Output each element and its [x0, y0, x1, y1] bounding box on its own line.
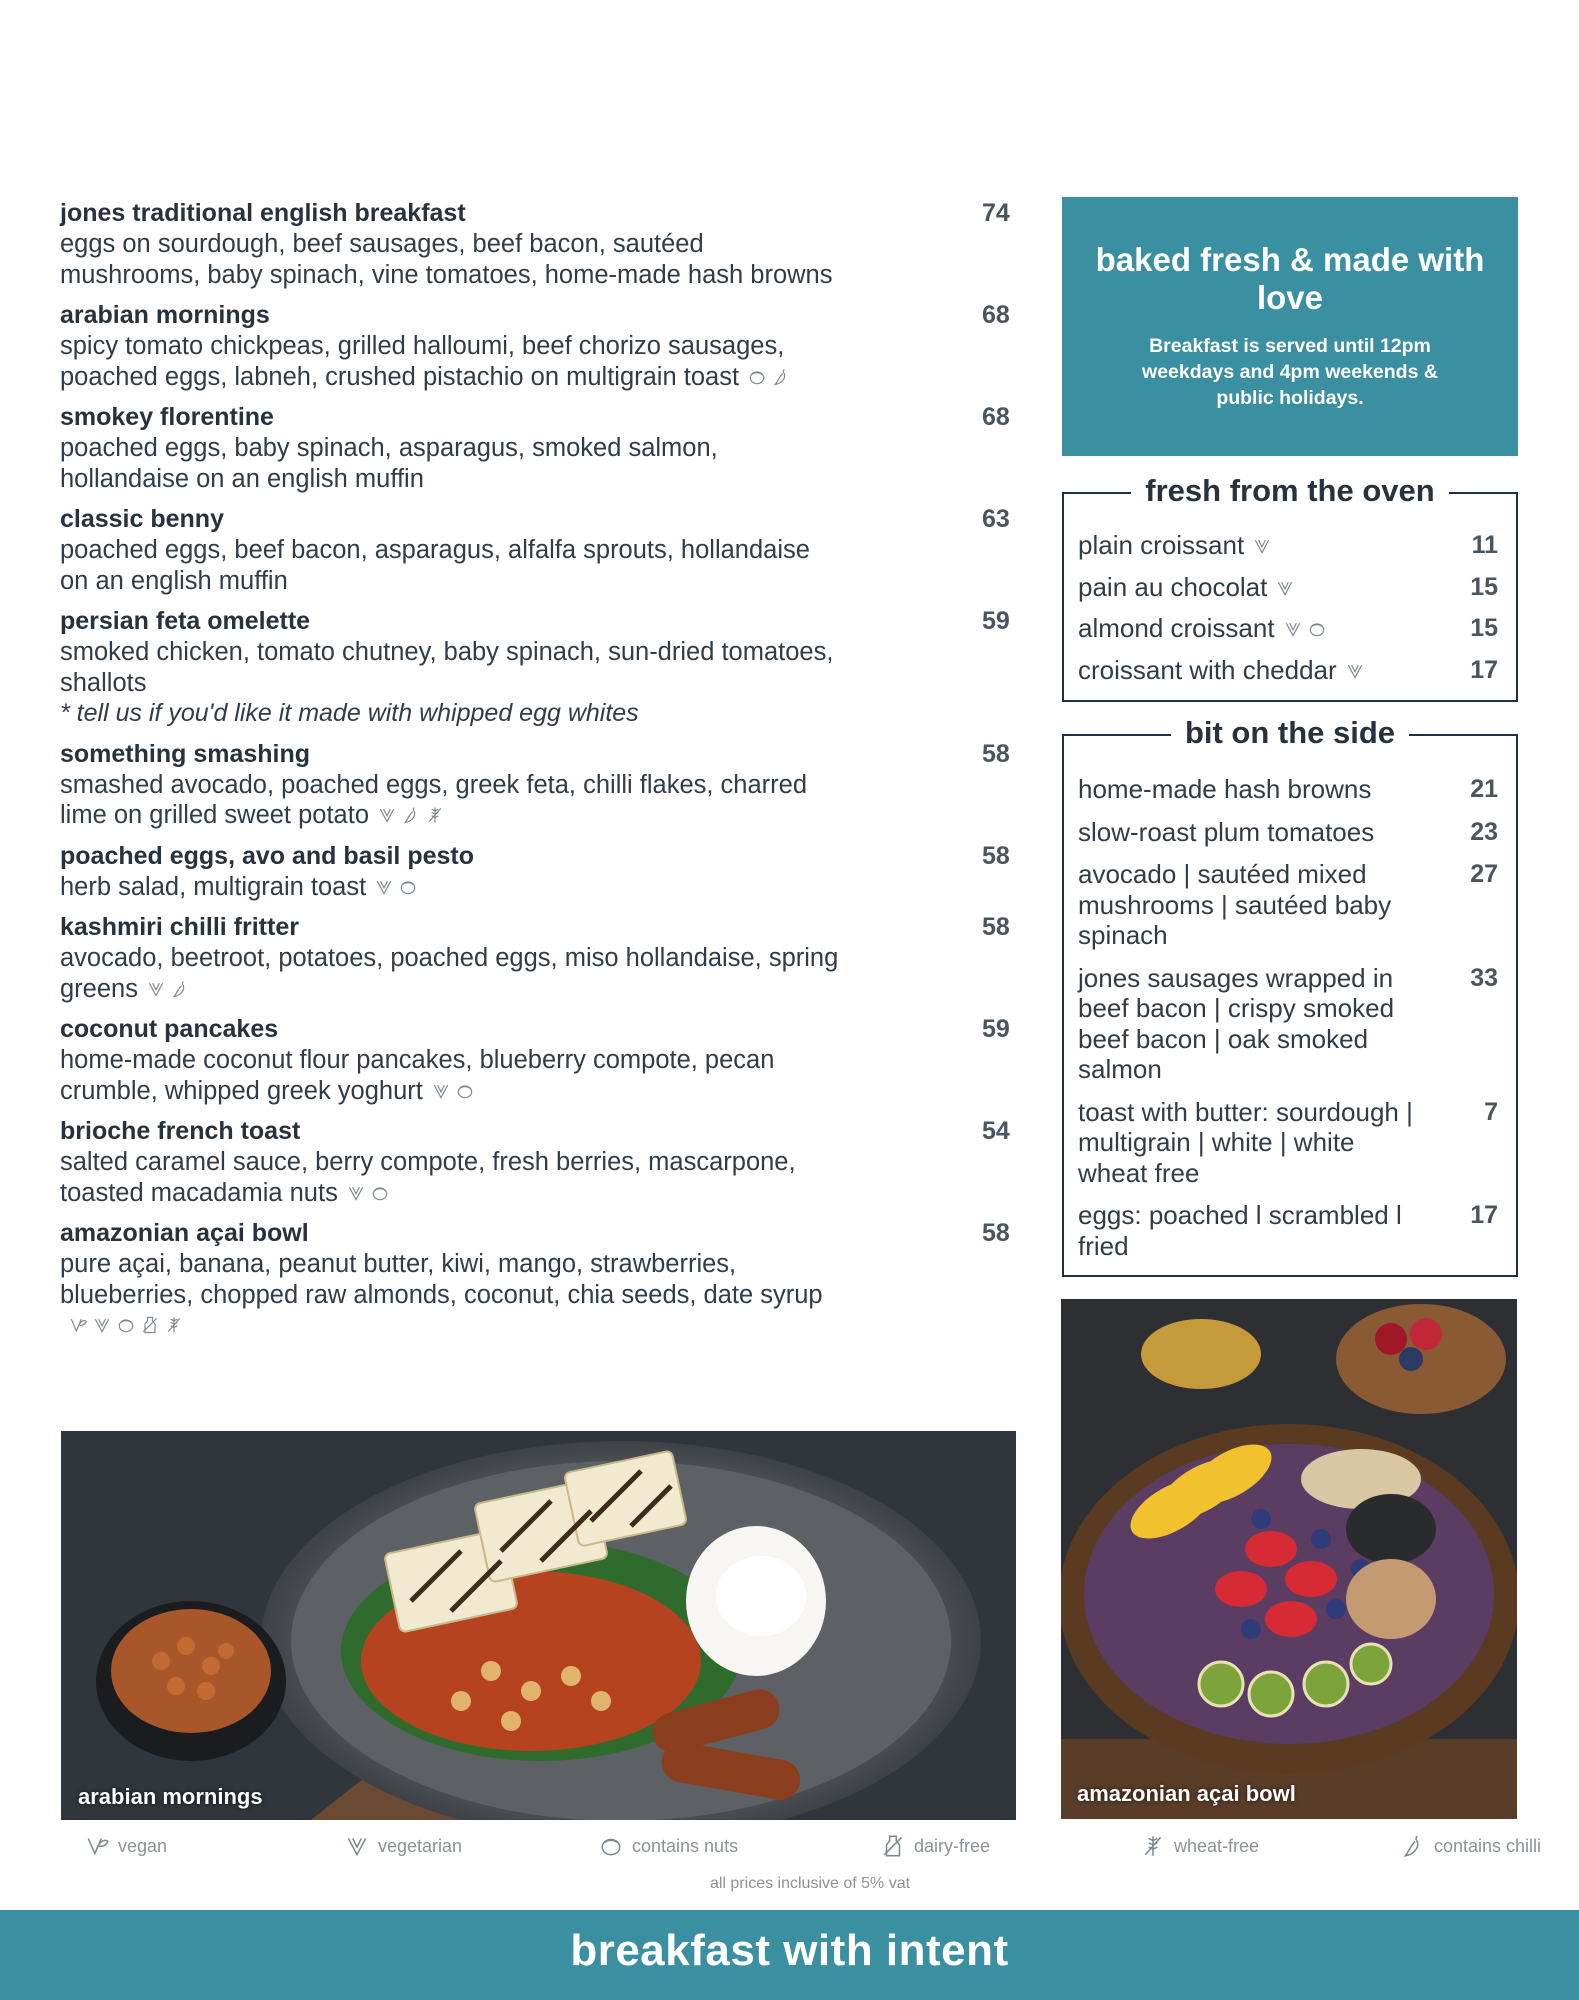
- menu-item-description-text: herb salad, multigrain toast: [60, 872, 367, 901]
- side-item: [1064, 817, 1516, 848]
- menu-item-price: 54: [982, 1117, 1010, 1145]
- vegetarian-icon: [344, 1830, 370, 1862]
- oven-item-price: 11: [1471, 531, 1498, 559]
- menu-item: [60, 504, 1020, 596]
- vegetarian-icon: [1252, 535, 1272, 557]
- side-list: [1064, 774, 1516, 1273]
- nuts-icon: [598, 1830, 624, 1862]
- dairy-free-icon: [880, 1830, 906, 1862]
- menu-item: [60, 912, 1020, 1004]
- side-item-label: [1078, 774, 1428, 805]
- left-photo-caption: arabian mornings: [78, 1784, 263, 1809]
- menu-item-description: [60, 229, 840, 290]
- menu-item-price: 58: [982, 739, 1010, 768]
- nuts-icon: [116, 1314, 136, 1336]
- menu-item-description-text: spicy tomato chickpeas, grilled halloumi, beef chorizo sausages, poached eggs, labneh, crushed pistachio on multigrain toast: [60, 332, 785, 391]
- menu-item-price: 58: [982, 841, 1010, 870]
- oven-section: [1062, 473, 1518, 702]
- vegetarian-icon: [146, 978, 166, 1000]
- promo-box: [1062, 197, 1518, 456]
- oven-item-price: 17: [1470, 655, 1498, 684]
- breakfast-menu: [60, 198, 1020, 1351]
- menu-item-price: 68: [982, 403, 1010, 431]
- side-item-price: 27: [1470, 860, 1498, 888]
- oven-item-price: 15: [1470, 614, 1498, 642]
- oven-item: [1064, 530, 1516, 572]
- menu-item-name: kashmiri chilli fritter: [60, 913, 299, 941]
- wheat-free-icon: [1140, 1830, 1166, 1862]
- dietary-icons: [431, 1080, 475, 1102]
- side-item-text: home-made hash browns: [1078, 774, 1372, 804]
- dietary-icons: [374, 876, 418, 898]
- legend-item: [880, 1830, 990, 1862]
- side-item: [1064, 963, 1516, 1085]
- menu-item-description: [60, 637, 840, 698]
- menu-item-name: jones traditional english breakfast: [60, 199, 466, 227]
- dietary-icons: [377, 804, 445, 826]
- menu-item-description-text: avocado, beetroot, potatoes, poached eggs, miso hollandaise, spring greens: [60, 944, 839, 1003]
- vegetarian-icon: [374, 876, 394, 898]
- dietary-icons: [146, 978, 190, 1000]
- oven-item: [1064, 613, 1516, 655]
- oven-item-label: [1078, 613, 1428, 644]
- legend-item: [1400, 1830, 1541, 1862]
- menu-item-description: [60, 1147, 840, 1208]
- vat-note: all prices inclusive of 5% vat: [709, 1875, 911, 1892]
- chilli-icon: [401, 804, 421, 826]
- menu-item-name: coconut pancakes: [60, 1015, 279, 1043]
- oven-item-text: plain croissant: [1078, 530, 1245, 560]
- legend-label: vegan: [118, 1835, 168, 1856]
- menu-item-name: persian feta omelette: [60, 607, 311, 635]
- oven-item-label: [1078, 572, 1428, 603]
- side-item-label: [1078, 859, 1428, 951]
- menu-item-name: something smashing: [60, 739, 311, 768]
- chilli-icon: [1400, 1830, 1426, 1862]
- side-item-text: slow-roast plum tomatoes: [1078, 816, 1375, 847]
- menu-item: [60, 1014, 1020, 1106]
- right-photo-caption: amazonian açai bowl: [1077, 1781, 1296, 1806]
- vegan-icon: [68, 1314, 88, 1336]
- legend-item: [344, 1830, 462, 1862]
- oven-item-label: [1078, 530, 1428, 561]
- promo-text: Breakfast is served until 12pm weekdays and 4pm weekends & public holidays.: [1142, 335, 1438, 409]
- menu-item-name: amazonian açai bowl: [60, 1219, 309, 1247]
- side-item-label: [1078, 1097, 1428, 1189]
- legend-item: [598, 1830, 738, 1862]
- menu-item-description-text: eggs on sourdough, beef sausages, beef bacon, sautéed mushrooms, baby spinach, vine tomatoes, home-made hash browns: [60, 230, 833, 289]
- nuts-icon: [370, 1182, 390, 1204]
- oven-title: fresh from the oven: [1131, 473, 1448, 508]
- vegetarian-icon: [1345, 660, 1365, 682]
- menu-item: [60, 1218, 1020, 1341]
- side-item: [1064, 1097, 1516, 1189]
- side-item: [1064, 1200, 1516, 1261]
- vegetarian-icon: [377, 804, 397, 826]
- side-item-text: avocado | sautéed mixed mushrooms | sautéed baby spinach: [1078, 859, 1392, 950]
- oven-item-text: pain au chocolat: [1078, 571, 1268, 602]
- menu-item: [60, 841, 1020, 903]
- menu-item-description-text: smoked chicken, tomato chutney, baby spinach, sun-dried tomatoes, shallots: [60, 638, 834, 697]
- menu-item-description: [60, 770, 840, 831]
- menu-item-description: [60, 1045, 840, 1106]
- menu-item: [60, 739, 1020, 831]
- menu-item-description-text: smashed avocado, poached eggs, greek feta, chilli flakes, charred lime on grilled sweet potato: [60, 770, 808, 829]
- footer-title: breakfast with intent: [570, 1926, 1009, 1975]
- side-item-price: 21: [1470, 775, 1498, 803]
- wheat-free-icon: [425, 804, 445, 826]
- menu-item-price: 58: [982, 913, 1010, 941]
- menu-item: [60, 402, 1020, 494]
- menu-item-price: 63: [982, 505, 1010, 533]
- menu-item-description-text: salted caramel sauce, berry compote, fresh berries, mascarpone, toasted macadamia nuts: [60, 1148, 796, 1207]
- menu-item-name: classic benny: [60, 505, 224, 533]
- oven-item: [1064, 572, 1516, 614]
- oven-item-text: croissant with cheddar: [1078, 654, 1337, 685]
- menu-item-note: * tell us if you'd like it made with whipped egg whites: [60, 699, 639, 727]
- menu-item: [60, 606, 1020, 729]
- oven-list: [1064, 530, 1516, 696]
- legend-label: dairy-free: [914, 1835, 991, 1856]
- vegetarian-icon: [1283, 618, 1303, 640]
- side-item-text: eggs: poached l scrambled l fried: [1078, 1200, 1402, 1261]
- side-item-price: 33: [1470, 963, 1498, 992]
- nuts-icon: [1307, 618, 1327, 640]
- side-item: [1064, 774, 1516, 805]
- chilli-icon: [170, 978, 190, 1000]
- menu-item-description: [60, 1249, 840, 1341]
- menu-item: [60, 198, 1020, 290]
- menu-item-name: poached eggs, avo and basil pesto: [60, 841, 474, 870]
- menu-item: [60, 1116, 1020, 1208]
- menu-item-description-text: pure açai, banana, peanut butter, kiwi, mango, strawberries, blueberries, chopped raw almonds, coconut, chia seeds, date syrup: [60, 1250, 823, 1309]
- acai-bowl-photo: [1061, 1299, 1517, 1819]
- menu-item-description: [60, 943, 840, 1004]
- vegetarian-icon: [431, 1080, 451, 1102]
- menu-item-description: [60, 433, 840, 494]
- wheat-free-icon: [164, 1314, 184, 1336]
- menu-item-price: 59: [982, 1015, 1010, 1043]
- legend-label: contains chilli: [1434, 1835, 1542, 1856]
- footer-banner: [0, 1910, 1579, 2000]
- menu-item-name: brioche french toast: [60, 1117, 301, 1145]
- vegetarian-icon: [1275, 577, 1295, 599]
- legend-label: wheat-free: [1174, 1835, 1260, 1856]
- oven-item-text: almond croissant: [1078, 613, 1275, 643]
- legend-label: vegetarian: [378, 1835, 463, 1856]
- vegetarian-icon: [346, 1182, 366, 1204]
- dairy-free-icon: [140, 1314, 160, 1336]
- menu-item-price: 68: [982, 301, 1010, 329]
- legend-label: contains nuts: [632, 1835, 739, 1856]
- nuts-icon: [747, 366, 767, 388]
- nuts-icon: [455, 1080, 475, 1102]
- menu-item-price: 58: [982, 1219, 1010, 1247]
- dietary-icons: [1275, 577, 1295, 599]
- dietary-icons: [1283, 618, 1327, 640]
- side-item-text: jones sausages wrapped in beef bacon | crispy smoked beef bacon | oak smoked salmon: [1078, 962, 1395, 1084]
- menu-item-description-text: poached eggs, baby spinach, asparagus, smoked salmon, hollandaise on an english muffin: [60, 434, 718, 493]
- oven-item: [1064, 655, 1516, 697]
- side-item: [1064, 859, 1516, 951]
- dietary-icons: [747, 366, 791, 388]
- menu-item-name: smokey florentine: [60, 403, 274, 431]
- nuts-icon: [398, 876, 418, 898]
- vegan-icon: [84, 1830, 110, 1862]
- oven-item-price: 15: [1470, 572, 1498, 601]
- side-item-price: 23: [1470, 817, 1498, 846]
- menu-item-description-text: poached eggs, beef bacon, asparagus, alfalfa sprouts, hollandaise on an english muffin: [60, 536, 810, 595]
- side-section: [1062, 715, 1518, 1277]
- menu-item-price: 74: [982, 199, 1010, 227]
- menu-item-description: [60, 535, 840, 596]
- menu-item-description: [60, 331, 840, 392]
- side-item-label: [1078, 963, 1428, 1085]
- menu-item-description-text: home-made coconut flour pancakes, blueberry compote, pecan crumble, whipped greek yoghurt: [60, 1046, 775, 1105]
- side-item-label: [1078, 1200, 1428, 1261]
- side-item-price: 17: [1470, 1201, 1498, 1229]
- dietary-icons: [68, 1314, 184, 1336]
- menu-item: [60, 300, 1020, 392]
- side-title: bit on the side: [1171, 715, 1409, 750]
- dietary-icons: [1252, 535, 1272, 557]
- legend-item: [1140, 1830, 1259, 1862]
- arabian-mornings-photo: [61, 1431, 1016, 1820]
- legend-item: [84, 1830, 167, 1862]
- chilli-icon: [771, 366, 791, 388]
- side-item-price: 7: [1484, 1097, 1498, 1126]
- dietary-icons: [1345, 660, 1365, 682]
- oven-item-label: [1078, 655, 1428, 686]
- vegetarian-icon: [92, 1314, 112, 1336]
- promo-title: baked fresh & made with love: [1095, 241, 1485, 316]
- dietary-legend: [0, 1830, 1579, 1870]
- dietary-icons: [346, 1182, 390, 1204]
- side-item-label: [1078, 817, 1428, 848]
- menu-item-description: [60, 872, 840, 903]
- side-item-text: toast with butter: sourdough | multigrain | white | white wheat free: [1078, 1096, 1413, 1188]
- menu-item-price: 59: [982, 607, 1010, 635]
- menu-item-name: arabian mornings: [60, 301, 270, 329]
